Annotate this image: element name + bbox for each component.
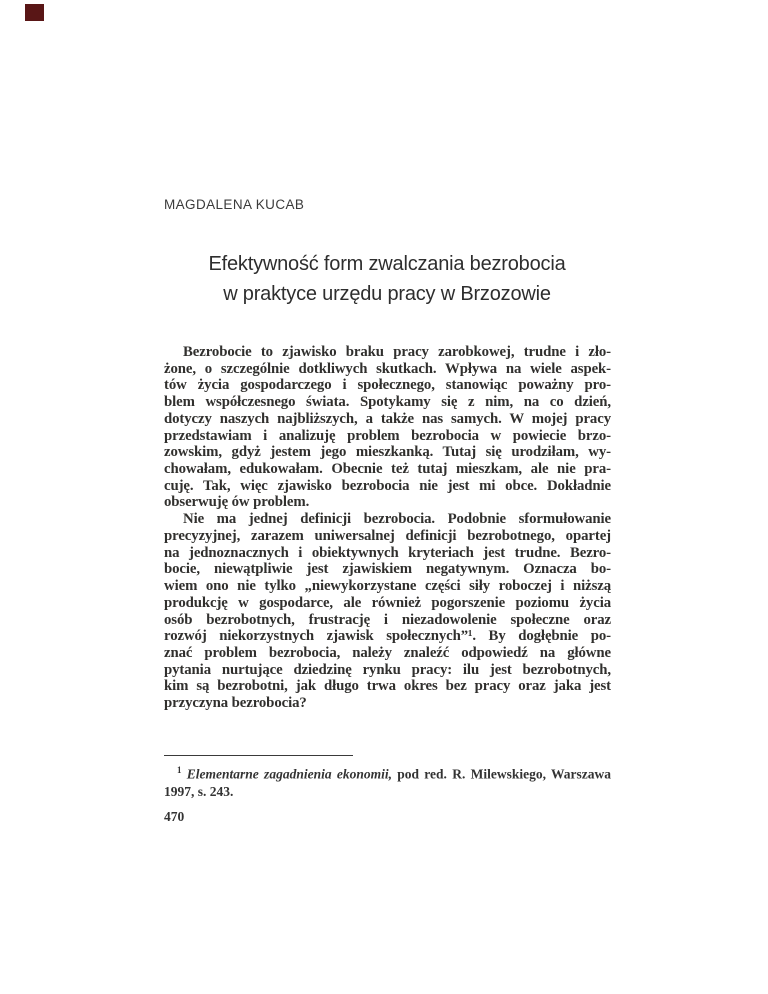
body-line: produkcję w gospodarce, ale również pogorszenie poziomu życia xyxy=(164,594,611,611)
body-line: rozwój niekorzystnych zjawisk społecznych”¹. By dogłębnie po- xyxy=(164,628,611,645)
body-line: wiem ono nie tylko „niewykorzystane części siły roboczej i niższą xyxy=(164,578,611,595)
body-line: osób bezrobotnych, frustrację i niezadowolenie społeczne oraz xyxy=(164,611,611,628)
author-name: MAGDALENA KUCAB xyxy=(164,197,305,212)
footnote-marker: 1 xyxy=(177,765,182,775)
body-line: tów życia gospodarczego i społecznego, stanowiąc poważny pro- xyxy=(164,377,611,394)
body-line: pytania nurtujące dziedzinę rynku pracy: ilu jest bezrobotnych, xyxy=(164,661,611,678)
footnote-reference-text: pod red. R. Milewskiego, Warszawa xyxy=(397,766,611,782)
body-line: obserwuję ów problem. xyxy=(164,494,310,511)
body-line: na jednoznacznych i obiektywnych kryteriach jest trudne. Bezro- xyxy=(164,544,611,561)
body-text xyxy=(164,344,611,712)
footnote-work-title: Elementarne zagadnienia ekonomii, xyxy=(186,766,392,782)
body-line: Nie ma jednej definicji bezrobocia. Podobnie sformułowanie xyxy=(183,511,611,528)
footnote-line-1 xyxy=(164,762,611,783)
article-title xyxy=(157,249,617,309)
body-line: znać problem bezrobocia, należy znaleźć odpowiedź na główne xyxy=(164,644,611,661)
article-title-line-2: w praktyce urzędu pracy w Brzozowie xyxy=(223,283,551,305)
paragraph-1 xyxy=(164,344,611,511)
body-line: przedstawiam i analizuję problem bezrobocia w powiecie brzo- xyxy=(164,427,611,444)
article-title-line-1: Efektywność form zwalczania bezrobocia xyxy=(208,253,566,275)
footnote-rule xyxy=(164,755,353,756)
body-line: dotyczy naszych najbliższych, a także nas samych. W mojej pracy xyxy=(164,410,611,427)
body-line: cuję. Tak, więc zjawisko bezrobocia nie jest mi obce. Dokładnie xyxy=(164,477,611,494)
body-line: kim są bezrobotni, jak długo trwa okres bez pracy oraz jaka jest xyxy=(164,678,611,695)
body-line: chowałam, edukowałam. Obecnie też tutaj mieszkam, ale nie pra- xyxy=(164,461,611,478)
body-line: żone, o szczególnie dotkliwych skutkach. Wpływa na wiele aspek- xyxy=(164,360,611,377)
body-line: Bezrobocie to zjawisko braku pracy zarobkowej, trudne i zło- xyxy=(183,344,611,360)
footnote-line-2: 1997, s. 243. xyxy=(164,784,234,799)
body-line: precyzyjnej, zarazem uniwersalnej definicji bezrobotnego, opartej xyxy=(164,527,611,544)
body-line: blem współczesnego świata. Spotykamy się z nim, na co dzień, xyxy=(164,394,611,411)
page-number: 470 xyxy=(164,809,185,824)
body-line: zowskim, gdyż jestem jego mieszkanką. Tutaj się urodziłam, wy- xyxy=(164,444,611,461)
body-line: przyczyna bezrobocia? xyxy=(164,695,307,712)
paragraph-2 xyxy=(164,511,611,712)
footnote xyxy=(164,762,611,801)
body-line: bocie, niewątpliwie jest zjawiskiem negatywnym. Oznacza bo- xyxy=(164,561,611,578)
corner-mark xyxy=(25,4,44,21)
